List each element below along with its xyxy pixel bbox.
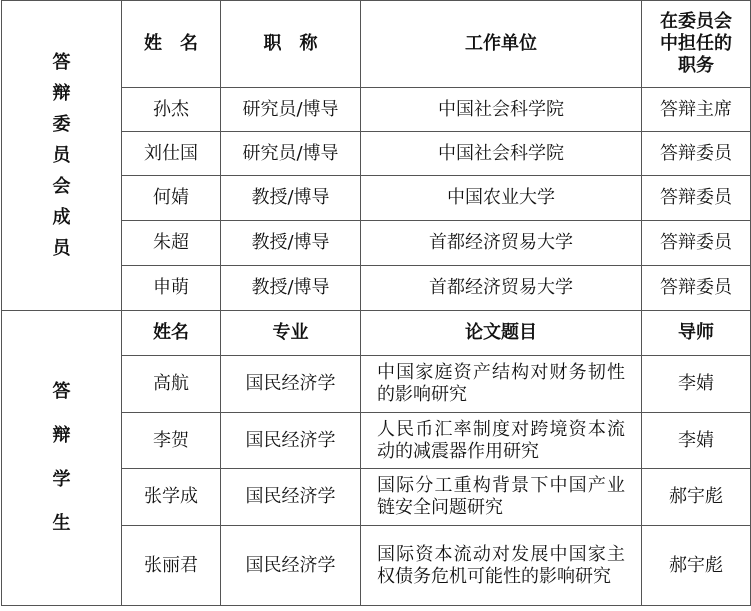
student-major: 国民经济学: [221, 526, 361, 606]
student-thesis-title: 人民币汇率制度对跨境资本流动的减震器作用研究: [361, 413, 642, 469]
committee-member-org: 中国农业大学: [361, 176, 642, 221]
student-thesis-title: 国际资本流动对发展中国家主权债务危机可能性的影响研究: [361, 526, 642, 606]
students-header-major: 专业: [221, 311, 361, 356]
committee-label-char: 员: [52, 144, 71, 166]
committee-member-org: 中国社会科学院: [361, 132, 642, 176]
committee-header-role-line: 中担任的: [660, 33, 732, 54]
student-advisor: 郝宇彪: [642, 526, 751, 606]
student-advisor: 郝宇彪: [642, 469, 751, 526]
committee-member-role: 答辩委员: [642, 266, 751, 311]
committee-header-role-line: 职务: [678, 55, 714, 76]
committee-member-title: 研究员/博导: [221, 132, 361, 176]
students-label-char: 答: [52, 381, 71, 402]
student-major: 国民经济学: [221, 413, 361, 469]
student-name: 李贺: [122, 413, 221, 469]
student-major: 国民经济学: [221, 469, 361, 526]
committee-header-role-line: 在委员会: [660, 11, 732, 32]
committee-label-char: 成: [52, 206, 71, 228]
committee-header-role: [642, 1, 751, 88]
committee-member-role: 答辩委员: [642, 221, 751, 266]
students-label-char: 生: [52, 513, 71, 534]
committee-member-name: 朱超: [122, 221, 221, 266]
committee-member-org: 中国社会科学院: [361, 88, 642, 132]
student-advisor: 李婧: [642, 413, 751, 469]
committee-member-title: 教授/博导: [221, 176, 361, 221]
committee-header-row: [2, 1, 751, 88]
committee-member-role: 答辩主席: [642, 88, 751, 132]
committee-member-org: 首都经济贸易大学: [361, 266, 642, 311]
committee-member-name: 何婧: [122, 176, 221, 221]
defense-info-table: [1, 0, 751, 606]
student-advisor: 李婧: [642, 356, 751, 413]
committee-member-title: 教授/博导: [221, 221, 361, 266]
committee-label-char: 员: [52, 237, 71, 259]
students-header-advisor: 导师: [642, 311, 751, 356]
committee-member-name: 孙杰: [122, 88, 221, 132]
committee-section-label: [2, 1, 122, 311]
student-name: 张丽君: [122, 526, 221, 606]
committee-member-org: 首都经济贸易大学: [361, 221, 642, 266]
committee-header-org: 工作单位: [361, 1, 642, 88]
students-label-char: 学: [52, 469, 71, 490]
student-major: 国民经济学: [221, 356, 361, 413]
committee-header-title: 职 称: [221, 1, 361, 88]
committee-label-char: 辩: [52, 82, 71, 104]
student-name: 高航: [122, 356, 221, 413]
committee-label-char: 答: [52, 51, 71, 73]
committee-member-name: 申萌: [122, 266, 221, 311]
committee-member-title: 研究员/博导: [221, 88, 361, 132]
committee-label-char: 委: [52, 113, 71, 135]
students-label-char: 辩: [52, 425, 71, 446]
students-section-label: [2, 311, 122, 606]
student-thesis-title: 国际分工重构背景下中国产业链安全问题研究: [361, 469, 642, 526]
student-thesis-title: 中国家庭资产结构对财务韧性的影响研究: [361, 356, 642, 413]
committee-member-role: 答辩委员: [642, 176, 751, 221]
student-name: 张学成: [122, 469, 221, 526]
students-header-row: [2, 311, 751, 356]
committee-member-role: 答辩委员: [642, 132, 751, 176]
committee-member-name: 刘仕国: [122, 132, 221, 176]
committee-label-char: 会: [52, 175, 71, 197]
committee-member-title: 教授/博导: [221, 266, 361, 311]
committee-header-name: 姓 名: [122, 1, 221, 88]
students-header-thesis: 论文题目: [361, 311, 642, 356]
students-header-name: 姓名: [122, 311, 221, 356]
